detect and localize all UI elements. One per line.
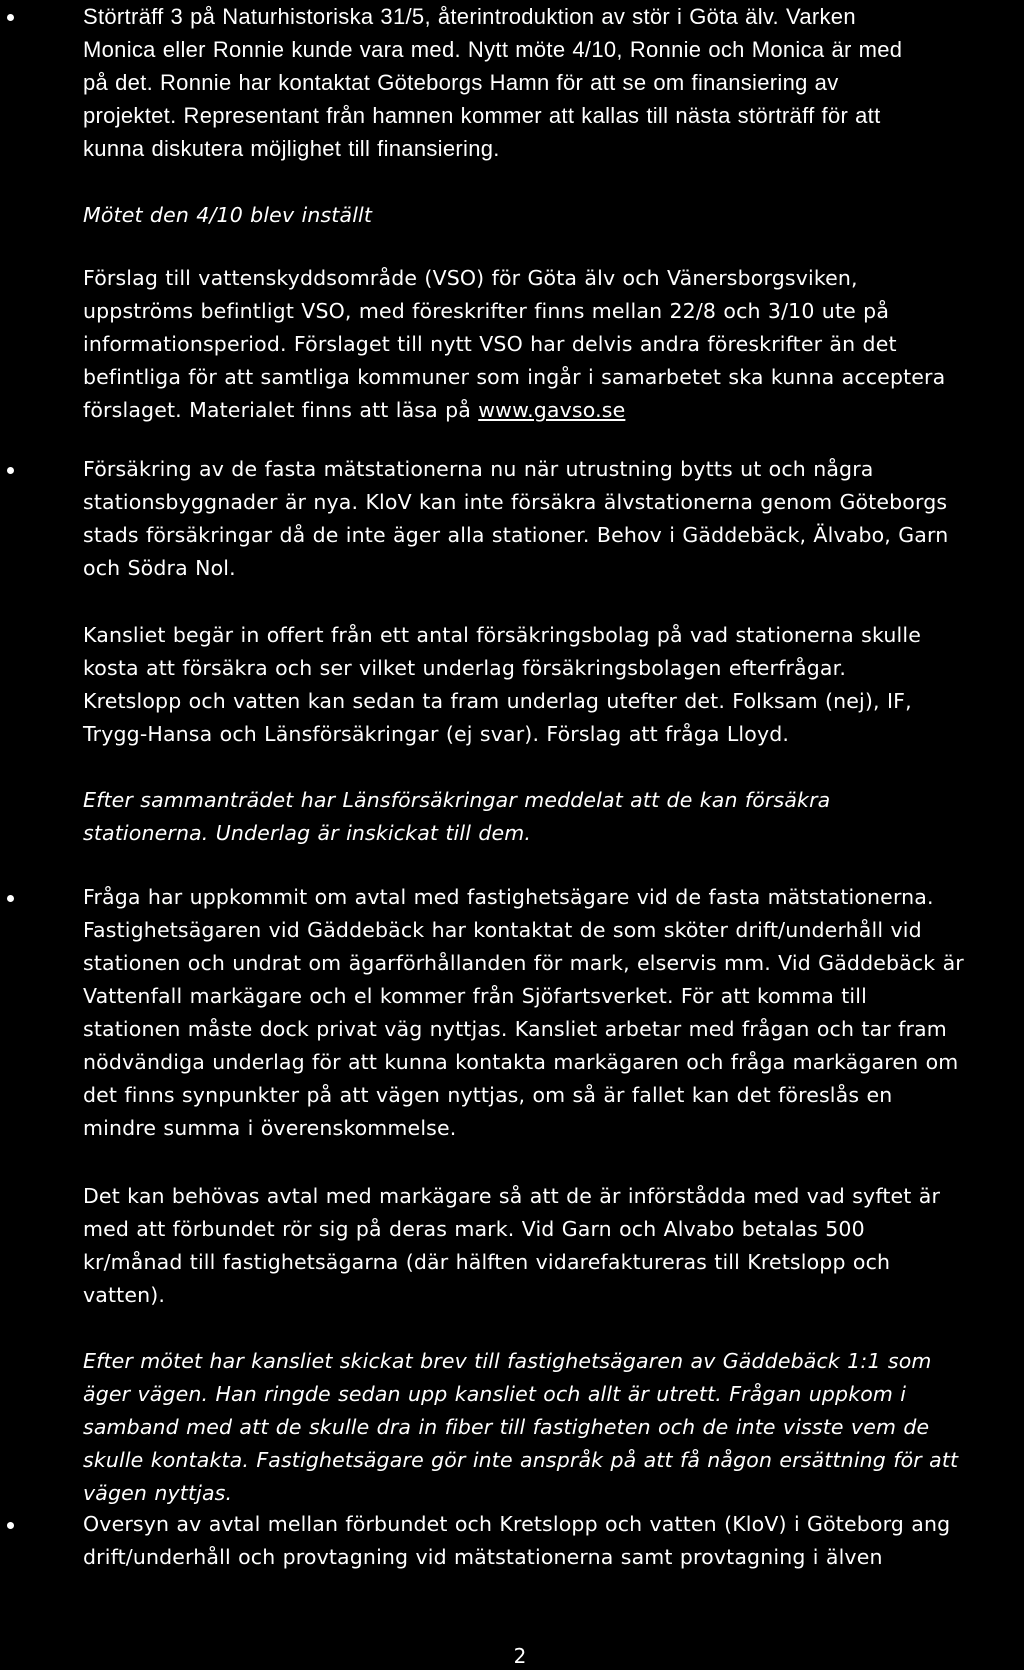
bullet-icon [7,467,14,474]
paragraph-insurance: Försäkring av de fasta mätstationerna nu när utrustning bytts ut och några stationsbyggnader är nya. KloV kan inte försäkra älvstationerna genom Göteborgs stads försäkringar då de inte äger alla stationer. Behov i Gäddebäck, Älvabo, Garn och Södra Nol. [83,457,949,580]
bullet-icon [7,1522,14,1529]
note-italic-lansforsakringar: Efter sammanträdet har Länsförsäkringar meddelat att de kan försäkra stationerna. Underlag är inskickat till dem. [83,788,831,845]
bullet-icon [7,14,14,21]
paragraph-landowner: Fråga har uppkommit om avtal med fastighetsägare vid de fasta mätstationerna. Fastighetsägaren vid Gäddebäck har kontaktat de som sköter drift/underhåll vid stationen och undrat om ägarförhållanden för mark, elservis mm. Vid Gäddebäck är Vattenfall markägare och el kommer från Sjöfartsverket. För att komma till stationen måste dock privat väg nyttjas. Kansliet arbetar med frågan och tar fram nödvändiga underlag för att kunna kontakta markägaren och fråga markägaren om det finns synpunkter på att vägen nyttjas, om så är fallet kan det föreslås en mindre summa i överenskommelse. [83,885,964,1140]
paragraph-offert: Kansliet begär in offert från ett antal försäkringsbolag på vad stationerna skulle kosta att försäkra och ser vilket underlag försäkringsbolagen efterfrågar. Kretslopp och vatten kan sedan ta fram underlag utefter det. Folksam (nej), IF, Trygg-Hansa och Länsförsäkringar (ej svar). Förslag att fråga Lloyd. [83,623,921,746]
bullet-icon [7,895,14,902]
paragraph-storträff: Störträff 3 på Naturhistoriska 31/5, återintroduktion av stör i Göta älv. Varken Monica eller Ronnie kunde vara med. Nytt möte 4/10, Ronnie och Monica är med på det. Ronnie har kontaktat Göteborgs Hamn för att se om finansiering av projektet. Representant från hamnen kommer att kallas till nästa störträff för att kunna diskutera möjlighet till finansiering. [83,4,903,161]
paragraph-review: Oversyn av avtal mellan förbundet och Kretslopp och vatten (KloV) i Göteborg ang drift/underhåll och provtagning vid mätstationerna samt provtagning i älven [83,1512,951,1569]
paragraph-vso: Förslag till vattenskyddsområde (VSO) för Göta älv och Vänersborgsviken, uppströms befintligt VSO, med föreskrifter finns mellan 22/8 och 3/10 ute på informationsperiod. Förslaget till nytt VSO har delvis andra föreskrifter än det befintliga för att samtliga kommuner som ingår i samarbetet ska kunna acceptera förslaget. Materialet finns att läsa på www.gavso.se [83,266,946,422]
note-italic-meeting-cancelled: Mötet den 4/10 blev inställt [83,203,373,227]
note-italic-letter: Efter mötet har kansliet skickat brev till fastighetsägaren av Gäddebäck 1:1 som äger vägen. Han ringde sedan upp kansliet och allt är utrett. Frågan uppkom i samband med att de skulle dra in fiber till fastigheten och de inte visste vem de skulle kontakta. Fastighetsägare gör inte anspråk på att få någon ersättning för att vägen nyttjas. [83,1349,959,1505]
gavso-link[interactable]: www.gavso.se [478,398,626,422]
text-prefix: förslaget. Materialet finns att läsa på [83,398,479,422]
page-number: 2 [513,1644,527,1668]
paragraph-agreement: Det kan behövas avtal med markägare så att de är införstådda med vad syftet är med att förbundet rör sig på deras mark. Vid Garn och Alvabo betalas 500 kr/månad till fastighetsägarna (där hälften vidarefaktureras till Kretslopp och vatten). [83,1184,941,1307]
